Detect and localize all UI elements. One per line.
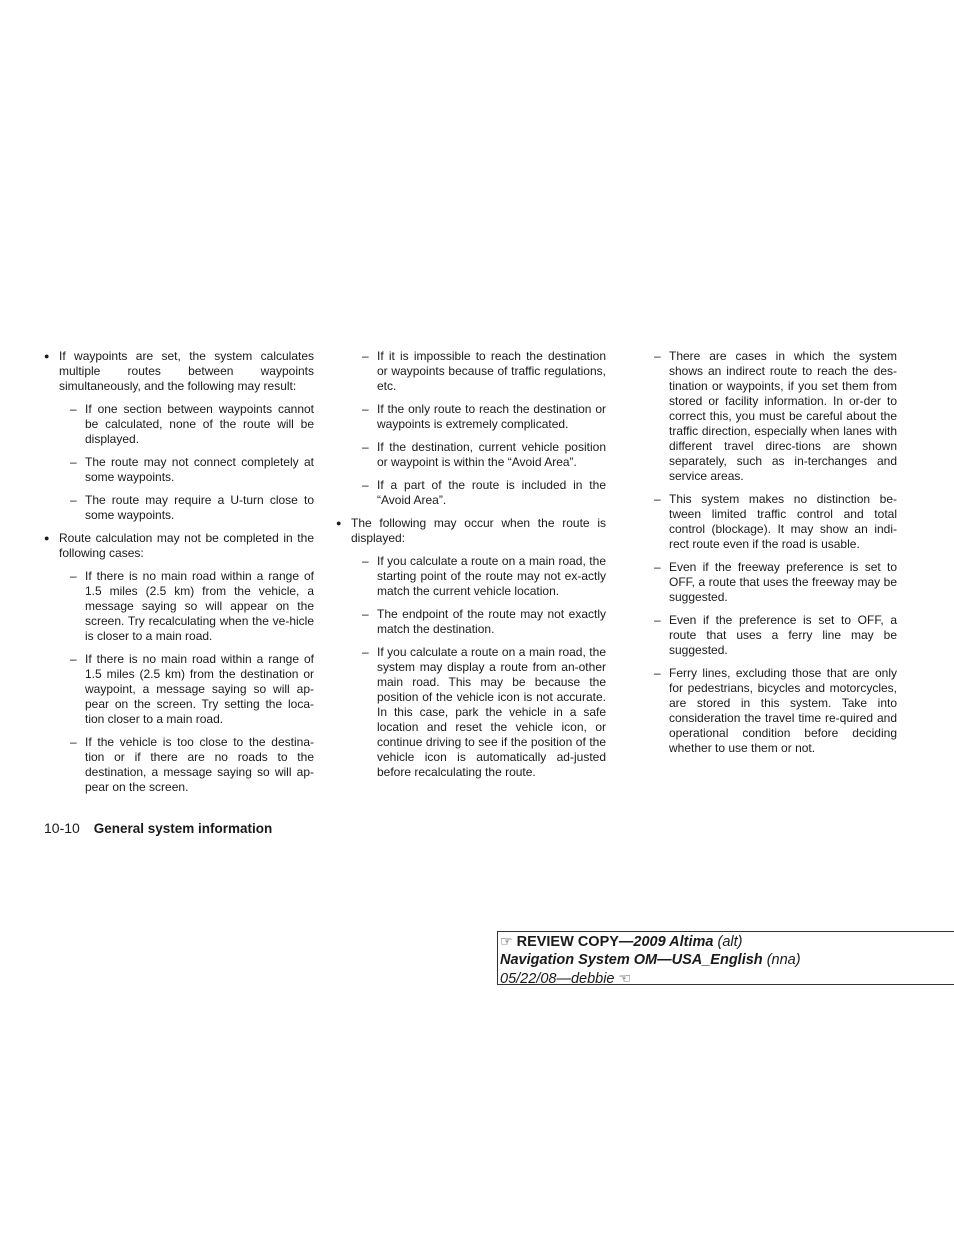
review-line-1 xyxy=(500,932,954,951)
pointing-hand-left-icon: ☜ xyxy=(618,970,632,986)
dash-item: – If a part of the route is included in the “Avoid Area”. xyxy=(362,478,606,508)
review-line-2 xyxy=(500,951,954,969)
model-code: (alt) xyxy=(717,934,743,950)
review-line-3 xyxy=(500,969,954,988)
column-2 xyxy=(336,349,606,788)
dash-item: – The route may not connect completely at some waypoints. xyxy=(70,455,314,485)
dash-item: – If there is no main road within a range of 1.5 miles (2.5 km) from the vehicle, a message saying so will appear on the screen. Try recalculating when the ve-hicle is closer to a main road. xyxy=(70,569,314,644)
dash-item: – If you calculate a route on a main road, the starting point of the route may not ex-actly match the current vehicle location. xyxy=(362,554,606,599)
document-name: Navigation System OM—USA_English xyxy=(500,952,763,968)
dash-item: – If there is no main road within a range of 1.5 miles (2.5 km) from the destination or waypoint, a message saying so will ap-pear on the screen. Try setting the loca-tion closer to a main road. xyxy=(70,652,314,727)
region-code: (nna) xyxy=(766,952,801,968)
bullet-item: ● Route calculation may not be completed in the following cases: xyxy=(44,531,314,561)
dash-item: – If the destination, current vehicle position or waypoint is within the “Avoid Area”. xyxy=(362,440,606,470)
dash-item: – This system makes no distinction be-tween limited traffic control and total control (blockage). It may show an indi-rect route even if the road is usable. xyxy=(654,492,897,552)
dash-item: – If you calculate a route on a main road, the system may display a route from an-other main road. This may be because the position of the vehicle icon is not accurate. In this case, park the vehicle in a safe location and reset the vehicle icon, or continue driving to see if the position of the vehicle icon is automatically ad-justed before recalculating the route. xyxy=(362,645,606,780)
review-copy-label: REVIEW COPY— xyxy=(516,934,634,950)
page-footer xyxy=(44,820,272,836)
dash-item: – Ferry lines, excluding those that are only for pedestrians, bicycles and motorcycles, are stored in this system. Take into consideration the travel time re-quired and operational condition before deciding whether to use them or not. xyxy=(654,666,897,756)
dash-item: – The endpoint of the route may not exactly match the destination. xyxy=(362,607,606,637)
dash-item: – If it is impossible to reach the destination or waypoints because of traffic regulations, etc. xyxy=(362,349,606,394)
dash-item: – There are cases in which the system shows an indirect route to reach the des-tination or waypoints, if you set them from stored or facility information. In or-der to correct this, you must be careful about the traffic direction, especially when lanes with different travel direc-tions are shown separately, such as in-terchanges and service areas. xyxy=(654,349,897,484)
bullet-item: ● The following may occur when the route is displayed: xyxy=(336,516,606,546)
column-1 xyxy=(44,349,314,803)
date-author: 05/22/08—debbie xyxy=(500,971,615,987)
bullet-item: ● If waypoints are set, the system calculates multiple routes between waypoints simultaneously, and the following may result: xyxy=(44,349,314,394)
dash-item: – Even if the freeway preference is set to OFF, a route that uses the freeway may be suggested. xyxy=(654,560,897,605)
section-title: General system information xyxy=(93,821,273,836)
dash-item: – If one section between waypoints cannot be calculated, none of the route will be displayed. xyxy=(70,402,314,447)
dash-item: – Even if the preference is set to OFF, a route that uses a ferry line may be suggested. xyxy=(654,613,897,658)
model-name: 2009 Altima xyxy=(633,934,714,950)
page-number: 10-10 xyxy=(44,820,80,836)
dash-item: – If the vehicle is too close to the destina-tion or if there are no roads to the destination, a message saying so will ap-pear on the screen. xyxy=(70,735,314,795)
review-copy-stamp xyxy=(497,931,954,985)
pointing-hand-right-icon: ☞ xyxy=(500,933,513,949)
dash-item: – The route may require a U-turn close to some waypoints. xyxy=(70,493,314,523)
dash-item: – If the only route to reach the destination or waypoints is extremely complicated. xyxy=(362,402,606,432)
column-3 xyxy=(654,349,897,764)
